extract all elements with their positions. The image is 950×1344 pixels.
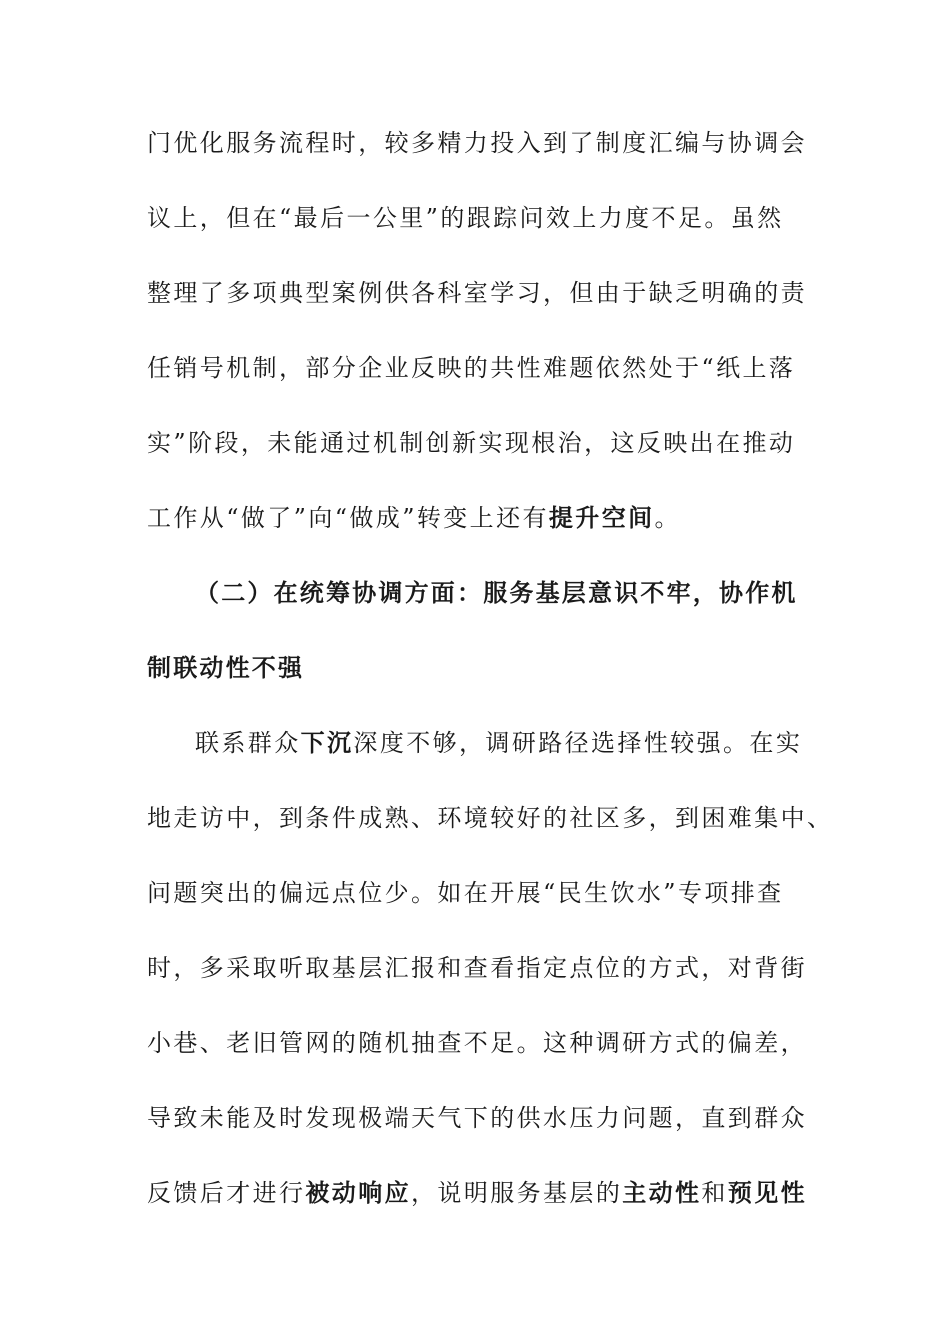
paragraph-line: 议上，但在“最后一公里”的跟踪问效上力度不足。虽然	[147, 204, 784, 232]
paragraph-line: 门优化服务流程时，较多精力投入到了制度汇编与协调会	[147, 129, 807, 157]
paragraph-line	[195, 728, 802, 758]
paragraph-line: 任销号机制，部分企业反映的共性难题依然处于“纸上落	[147, 354, 796, 382]
text-run: 和	[701, 1179, 728, 1207]
text-run: 反馈后才进行	[147, 1179, 306, 1207]
paragraph-line: 地走访中，到条件成熟、环境较好的社区多，到困难集中、	[147, 804, 834, 832]
text-run: 工作从“做了”向“做成”转变上还有	[147, 504, 549, 532]
paragraph-line	[147, 1178, 807, 1208]
bold-text: 下沉	[300, 728, 354, 757]
text-run: 深度不够，调研路径选择性较强。在实	[353, 729, 803, 757]
text-run: ，说明服务基层的	[411, 1179, 623, 1207]
bold-text: 被动响应	[305, 1178, 412, 1207]
paragraph-line: 问题突出的偏远点位少。如在开展“民生饮水”专项排查	[147, 879, 784, 907]
section-heading-continuation: 制联动性不强	[147, 653, 305, 682]
bold-text: 提升空间	[548, 503, 655, 532]
text-run: 。	[654, 504, 681, 532]
paragraph-line: 导致未能及时发现极端天气下的供水压力问题，直到群众	[147, 1104, 807, 1132]
bold-text: 主动性	[622, 1178, 702, 1207]
paragraph-line: 实”阶段，未能通过机制创新实现根治，这反映出在推动	[147, 429, 796, 457]
paragraph-line	[147, 503, 681, 533]
text-run: 联系群众	[195, 729, 301, 757]
paragraph-line: 小巷、老旧管网的随机抽查不足。这种调研方式的偏差，	[147, 1029, 807, 1057]
bold-text: 预见性	[727, 1178, 808, 1207]
paragraph-line: 整理了多项典型案例供各科室学习，但由于缺乏明确的责	[147, 279, 807, 307]
paragraph-line: 时，多采取听取基层汇报和查看指定点位的方式，对背街	[147, 954, 807, 982]
section-heading: （二）在统筹协调方面：服务基层意识不牢，协作机	[195, 578, 798, 607]
